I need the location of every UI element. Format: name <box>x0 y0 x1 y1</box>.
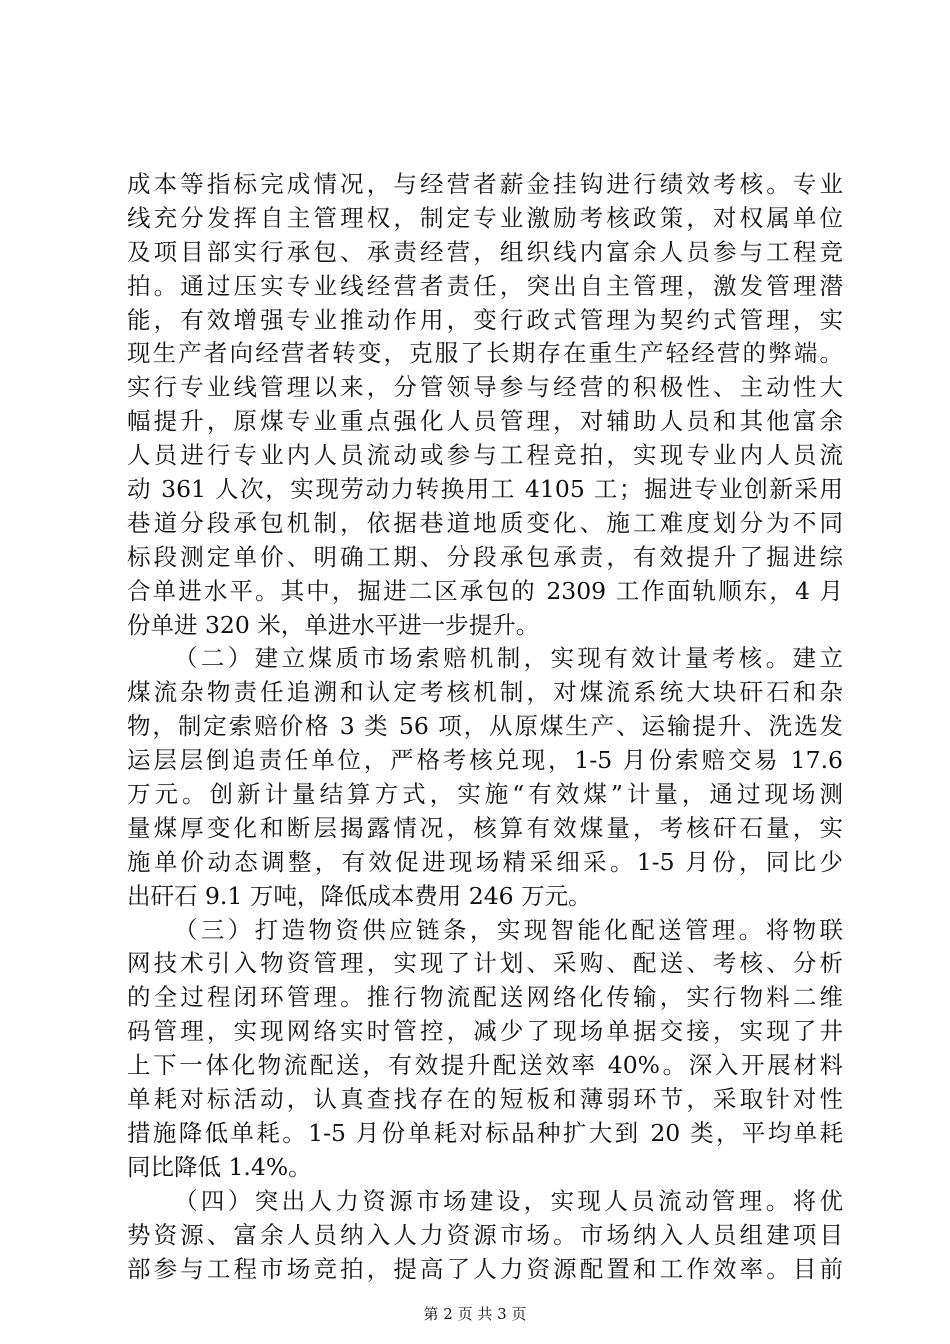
paragraph-first-line: （三）打造物资供应链条，实现智能化配送管理。将物联 <box>174 915 843 944</box>
text-line: 现生产者向经营者转变，克服了长期存在重生产轻经营的弊端。 <box>127 339 843 368</box>
text-line: 煤流杂物责任追溯和认定考核机制，对煤流系统大块矸石和杂 <box>127 678 843 707</box>
text-line: 施单价动态调整，有效促进现场精采细采。1-5 月份，同比少 <box>127 847 843 876</box>
text-line: 万元。创新计量结算方式，实施“有效煤”计量，通过现场测 <box>127 780 843 809</box>
document-body <box>127 168 843 1286</box>
text-line: 网技术引入物资管理，实现了计划、采购、配送、考核、分析 <box>127 949 843 978</box>
text-line: 线充分发挥自主管理权，制定专业激励考核政策，对权属单位 <box>127 203 843 232</box>
page-number-footer: 第 2 页 共 3 页 <box>423 1305 527 1323</box>
text-line: 量煤厚变化和断层揭露情况，核算有效煤量，考核矸石量，实 <box>127 813 843 842</box>
text-line: 合单进水平。其中，掘进二区承包的 2309 工作面轨顺东，4 月 <box>127 576 843 605</box>
text-line: 同比降低 1.4%。 <box>127 1152 312 1181</box>
text-line: 成本等指标完成情况，与经营者薪金挂钩进行绩效考核。专业 <box>127 170 843 198</box>
text-line: 人员进行专业内人员流动或参与工程竞拍，实现专业内人员流 <box>127 441 843 470</box>
text-line: 的全过程闭环管理。推行物流配送网络化传输，实行物料二维 <box>127 983 843 1012</box>
paragraph-first-line: （四）突出人力资源市场建设，实现人员流动管理。将优 <box>174 1186 843 1215</box>
text-line: 份单进 320 米，单进水平进一步提升。 <box>127 610 540 639</box>
text-line: 巷道分段承包机制，依据巷道地质变化、施工难度划分为不同 <box>127 508 843 537</box>
text-line: 单耗对标活动，认真查找存在的短板和薄弱环节，采取针对性 <box>127 1085 843 1114</box>
text-line: 运层层倒追责任单位，严格考核兑现，1-5 月份索赔交易 17.6 <box>127 746 843 775</box>
text-line: 拍。通过压实专业线经营者责任，突出自主管理，激发管理潜 <box>127 271 843 300</box>
text-line: 势资源、富余人员纳入人力资源市场。市场纳入人员组建项目 <box>127 1220 843 1249</box>
text-line: 措施降低单耗。1-5 月份单耗对标品种扩大到 20 类，平均单耗 <box>127 1118 843 1147</box>
text-line: 幅提升，原煤专业重点强化人员管理，对辅助人员和其他富余 <box>127 407 843 436</box>
text-line: 上下一体化物流配送，有效提升配送效率 40%。深入开展材料 <box>127 1051 843 1080</box>
paragraph-first-line: （二）建立煤质市场索赔机制，实现有效计量考核。建立 <box>174 644 843 673</box>
text-line: 部参与工程市场竞拍，提高了人力资源配置和工作效率。目前 <box>127 1254 843 1283</box>
text-line: 实行专业线管理以来，分管领导参与经营的积极性、主动性大 <box>127 373 843 402</box>
text-line: 能，有效增强专业推动作用，变行政式管理为契约式管理，实 <box>127 305 843 334</box>
text-line: 码管理，实现网络实时管控，减少了现场单据交接，实现了井 <box>127 1017 843 1046</box>
text-line: 动 361 人次，实现劳动力转换用工 4105 工；掘进专业创新采用 <box>127 475 843 504</box>
text-line: 标段测定单价、明确工期、分段承包承责，有效提升了掘进综 <box>127 542 843 571</box>
text-line: 及项目部实行承包、承责经营，组织线内富余人员参与工程竞 <box>127 237 843 266</box>
text-line: 物，制定索赔价格 3 类 56 项，从原煤生产、运输提升、洗选发 <box>127 712 843 741</box>
text-line: 出矸石 9.1 万吨，降低成本费用 246 万元。 <box>127 881 592 910</box>
